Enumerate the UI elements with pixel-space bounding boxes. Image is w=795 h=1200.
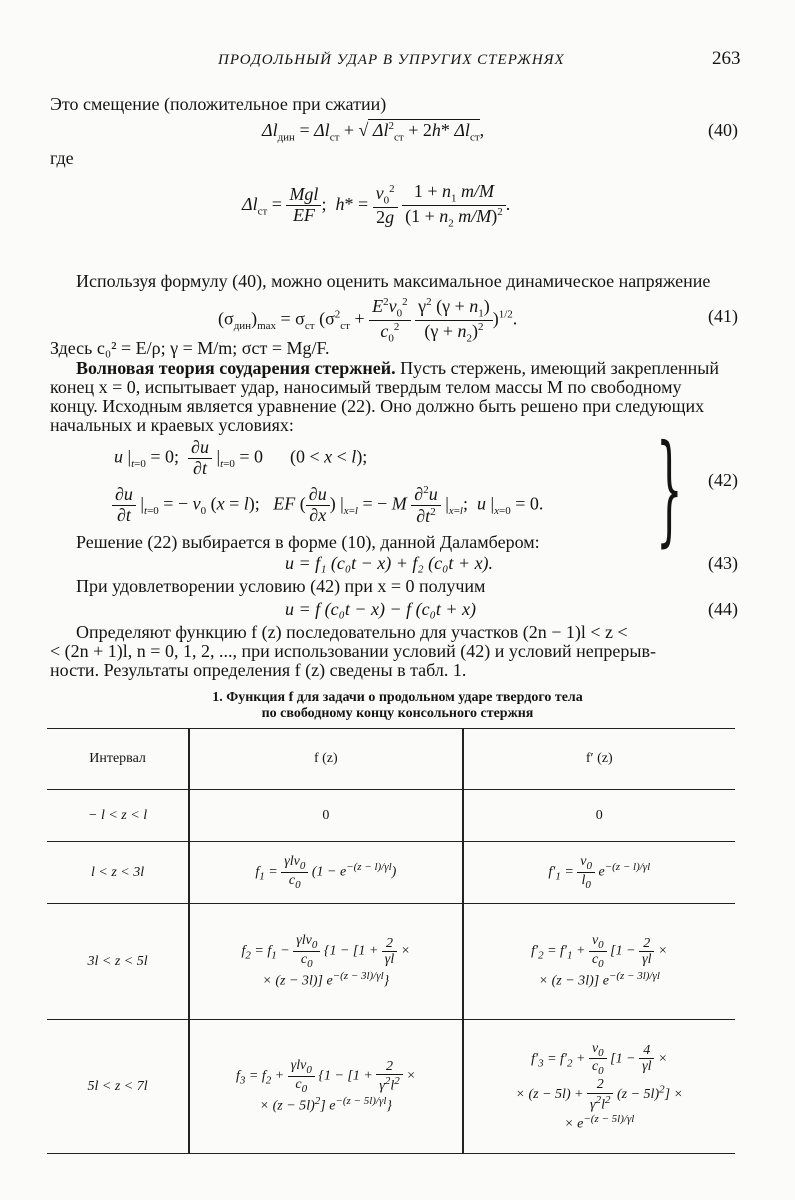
paragraph-solution: Решение (22) выбирается в форме (10), данной Даламбером: xyxy=(76,532,540,552)
interval-cell: l < z < 3l xyxy=(47,842,189,904)
interval-cell: 3l < z < 5l xyxy=(47,904,189,1020)
equation-42-number: (42) xyxy=(708,470,738,490)
interval-cell: − l < z < l xyxy=(47,790,189,842)
paragraph-condition: При удовлетворении условию (42) при x = 0 получим xyxy=(76,576,486,596)
table-header: f′ (z) xyxy=(463,729,735,790)
equation-41: $(\sigma_{дин})_{max} = \sigma_{ст}$ ($\sigma^2_{ст}$ + $\frac{E^2v_0^2}{c_0^2}$ $\frac{\gamma^2 (\gamma + n_1)}{(\gamma + n_2)^2}$ )$^{1/2}$. xyxy=(218,296,518,345)
equation-44-number: (44) xyxy=(708,599,738,619)
right-brace-icon: } xyxy=(656,420,683,559)
paragraph-line: концу. Исходным является уравнение (22). Оно должно быть решено при следующих xyxy=(50,396,705,416)
table-row xyxy=(47,904,735,1020)
table-caption: 1. Функция f для задачи о продольном ударе твердого тела xyxy=(212,690,583,705)
equation-42-line2: $\frac{\partial u}{\partial t}$ $|_{t=0}$ = − $v_0$ (x = l); EF ( $\frac{\partial u}{\partial x}$ ) $|_{x=l}$ = − M $\frac{\partial^2u}{\partial t^2}$ $|_{x=l}$; u $|_{x=0} = 0$. xyxy=(112,484,543,527)
paragraph-wave-theory xyxy=(76,358,719,379)
table-header: f (z) xyxy=(189,729,462,790)
table-row xyxy=(47,842,735,904)
equation-40: $\Delta l_{дин} = \Delta l_{ст}$ + √ $\Delta l^2_{ст} + 2h*$ $\Delta l_{ст}$, xyxy=(262,120,485,144)
f-cell: $f_3 = f_2$ + $\frac{\gamma lv_0}{c_0}$ {1 − [1 + $\frac{2}{\gamma^2l^2}$ × × $(z - 5l)^2$] $e^{-(z - 5l)/\gamma l}$} xyxy=(189,1020,462,1154)
equation-41-number: (41) xyxy=(708,306,738,326)
equation-43-number: (43) xyxy=(708,553,738,573)
running-header: ПРОДОЛЬНЫЙ УДАР В УПРУГИХ СТЕРЖНЯХ xyxy=(218,52,565,68)
interval-cell: 5l < z < 7l xyxy=(47,1020,189,1154)
f-cell: $f_1$ = $\frac{\gamma lv_0}{c_0}$ $(1 - e^{-(z - l)/\gamma l})$ xyxy=(189,842,462,904)
paragraph-define: Определяют функцию f (z) последовательно для участков (2n − 1)l < z < xyxy=(76,622,628,642)
paragraph-here: Здесь c₀² = E/ρ; γ = M/m; σст = Mg/F. xyxy=(50,338,330,358)
table-header: Интервал xyxy=(47,729,189,790)
table-row xyxy=(47,790,735,842)
paragraph-line: конец x = 0, испытывает удар, наносимый твердым телом массы M по свободному xyxy=(50,377,682,397)
equation-40-number: (40) xyxy=(708,120,738,140)
table-row xyxy=(47,1020,735,1154)
function-table xyxy=(47,728,735,1154)
wave-theory-heading: Волновая теория соударения стержней. xyxy=(76,358,396,378)
paragraph-line: < (2n + 1)l, n = 0, 1, 2, ..., при использовании условий (42) и условий непрерыв- xyxy=(50,641,656,661)
paragraph-line: ности. Результаты определения f (z) сведены в табл. 1. xyxy=(50,660,467,680)
equation-dl-static: $\Delta l_{ст}$ = $\frac{\text{Mgl}}{EF}$ ; h* = $\frac{v_0^2}{2g}$ $\frac{1 + n_1 m/M}{(1 + n_2 m/M)^2}$ . xyxy=(242,181,511,230)
fp-cell: $f'_2 = f'_1$ + $\frac{v_0}{c_0}$ [1 − $\frac{2}{\gamma l}$ × × (z − 3l)] $e^{-(z - 3l)/\gamma l}$ xyxy=(463,904,735,1020)
paragraph-formula-use: Используя формулу (40), можно оценить максимальное динамическое напряжение xyxy=(76,271,711,291)
f-cell: $f_2 = f_1$ − $\frac{\gamma lv_0}{c_0}$ {1 − [1 + $\frac{2}{\gamma l}$ × × (z − 3l)] $e^{-(z - 3l)/\gamma l}$} xyxy=(189,904,462,1020)
f-cell: 0 xyxy=(189,790,462,842)
fp-cell: $f'_1$ = $\frac{v_0}{l_0}$ $e^{-(z - l)/\gamma l}$ xyxy=(463,842,735,904)
paragraph-line: начальных и краевых условиях: xyxy=(50,415,294,435)
fp-cell: 0 xyxy=(463,790,735,842)
table-caption: по свободному концу консольного стержня xyxy=(261,706,534,721)
equation-44: u = f (c₀t − x) − f (c₀t + x) xyxy=(285,599,477,619)
paragraph-displacement: Это смещение (положительное при сжатии) xyxy=(50,94,387,114)
page-number: 263 xyxy=(712,48,741,69)
equation-43: u = f₁ (c₀t − x) + f₂ (c₀t + x). xyxy=(285,553,494,573)
equation-42-line1: u $|_{t=0} = 0$; $\frac{\partial u}{\partial t}$ $|_{t=0} = 0$ (0 < x < l); xyxy=(114,437,368,478)
wave-theory-text: Пусть стержень, имеющий закрепленный xyxy=(395,358,720,378)
where-label: где xyxy=(50,148,74,168)
fp-cell: $f'_3 = f'_2$ + $\frac{v_0}{c_0}$ [1 − $\frac{4}{\gamma l}$ × × (z − 5l) + $\frac{2}{\gamma^2l^2}$ $(z - 5l)^2$] × × $e^{-(z - 5l)/\gamma l}$ xyxy=(463,1020,735,1154)
